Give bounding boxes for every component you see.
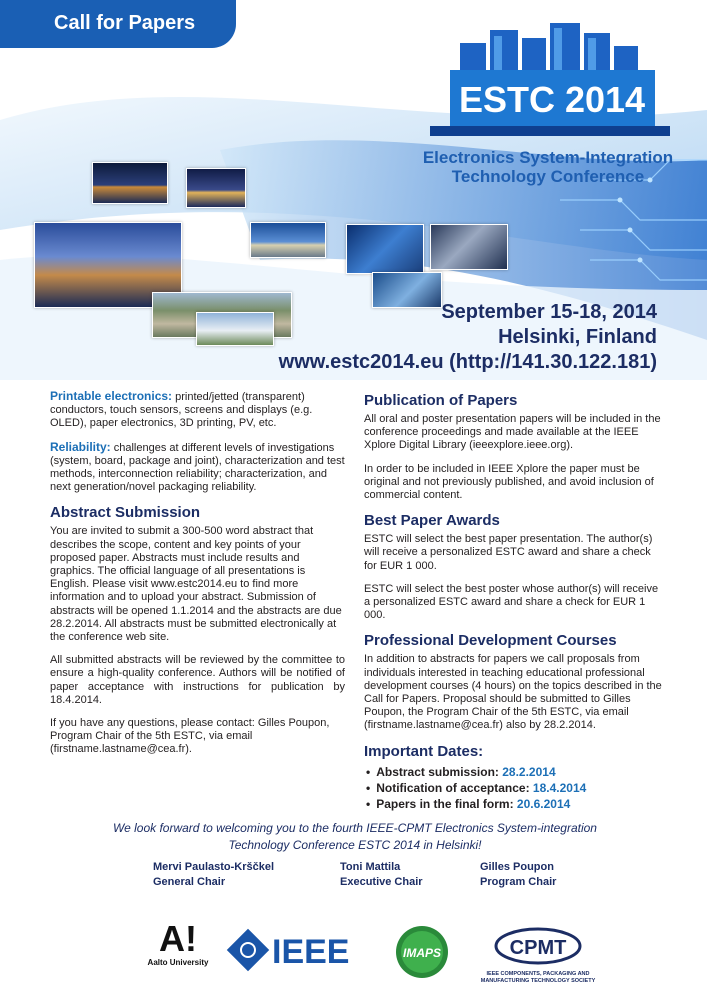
photo-cathedral-night xyxy=(186,168,246,208)
event-info xyxy=(279,300,657,375)
cpmt-society-line2: MANUFACTURING TECHNOLOGY SOCIETY xyxy=(480,978,596,984)
cpmt-society-line1: IEEE COMPONENTS, PACKAGING AND xyxy=(486,971,590,977)
chair-executive xyxy=(340,860,423,890)
courses-paragraph: In addition to abstracts for papers we call proposals from individuals interested in teaching educational professional development courses (4 hours) on the topics described in the Call for Papers. Proposal should be submitted to Gilles Poupon, the Program Chair of the 5th ESTC, via email (firstname.lastname@cea.fr) also by 28.2.2014. xyxy=(364,653,662,732)
imaps-logo-graphic xyxy=(394,924,450,980)
call-for-papers-tab: Call for Papers xyxy=(0,0,236,48)
date-item xyxy=(366,796,664,812)
right-column xyxy=(364,390,664,812)
date-label: Papers in the final form: xyxy=(376,796,517,811)
abstract-submission-heading: Abstract Submission xyxy=(50,504,201,522)
estc-logo-graphic xyxy=(430,18,670,143)
abstract-paragraph-1: You are invited to submit a 300-500 word abstract that describes the scope, content and key points of your proposed paper. Abstracts must include results and graphics. The official language of all presentations is English. Please visit www.estc2014.eu to find more information and to upload your abstract. Submission of abstracts will be opened 1.1.2014 and the abstracts are due 28.2.2014. All abstracts must be submitted electronically at the conference web site. xyxy=(50,525,342,644)
abstract-paragraph-2: All submitted abstracts will be reviewed by the committee to ensure a high-quality conference. Authors will be notified of paper acceptance with instructions for publication by 18.4.2014. xyxy=(50,654,345,706)
ieee-logo-graphic xyxy=(226,928,376,978)
chair-name: Mervi Paulasto-Krščkel xyxy=(153,861,275,873)
aalto-logo-mark: A! xyxy=(159,918,197,959)
conference-name-line2: Technology Conference xyxy=(451,167,645,186)
closing-line-2: Technology Conference ESTC 2014 in Helsinki! xyxy=(228,838,482,852)
publication-paragraph-1: All oral and poster presentation papers will be included in the conference proceedings and made available at the IEEE Xplore Digital Library (ieeexplore.ieee.org). xyxy=(364,413,661,452)
closing-line-1: We look forward to welcoming you to the fourth IEEE-CPMT Electronics System-integration xyxy=(113,821,597,835)
topic-reliability-text: challenges at different levels of investigations (system, board, package and joint), characterization and test methods, interconnection reliability; characterization, and next generation/novel packaging reliability. xyxy=(50,441,345,494)
estc-logo-text: ESTC 2014 xyxy=(458,79,646,120)
chair-role: General Chair xyxy=(153,876,226,888)
aalto-logo-name: Aalto University xyxy=(147,958,209,967)
topic-reliability xyxy=(50,441,345,495)
event-dates: September 15-18, 2014 xyxy=(441,301,657,323)
topic-reliability-lead: Reliability: xyxy=(50,439,111,454)
estc-logo xyxy=(430,18,670,148)
topic-printable-lead: Printable electronics: xyxy=(50,389,173,403)
abstract-paragraph-3: If you have any questions, please contact: Gilles Poupon, Program Chair of the 5th ESTC, via email (firstname.lastname@cea.fr). xyxy=(50,717,330,756)
photo-museum-building xyxy=(196,312,274,346)
date-value: 18.4.2014 xyxy=(532,780,587,795)
left-column xyxy=(50,390,345,767)
imaps-logo xyxy=(394,924,450,985)
chair-program xyxy=(480,860,556,890)
hero-banner xyxy=(0,0,707,380)
photo-harbor-night xyxy=(92,162,168,204)
date-label: Notification of acceptance: xyxy=(376,780,533,795)
closing-message xyxy=(40,820,670,854)
photo-circuit-board xyxy=(346,224,424,274)
chair-role: Program Chair xyxy=(480,876,557,888)
ieee-logo xyxy=(226,928,376,983)
cpmt-logo-text: CPMT xyxy=(509,937,567,959)
photo-microchip xyxy=(430,224,508,270)
important-dates-list xyxy=(366,764,664,812)
chair-name: Toni Mattila xyxy=(340,861,401,873)
important-dates-heading: Important Dates: xyxy=(364,742,484,760)
publication-heading: Publication of Papers xyxy=(364,392,518,409)
date-value: 28.2.2014 xyxy=(502,764,556,779)
event-website-link[interactable]: www.estc2014.eu (http://141.30.122.181) xyxy=(278,351,657,373)
chair-name: Gilles Poupon xyxy=(480,861,554,873)
topic-printable-text: printed/jetted (transparent) conductors, touch sensors, screens and displays (e.g. OLED), paper electronics, 3D printing, PV, etc. xyxy=(50,391,313,430)
awards-paragraph-2: ESTC will select the best poster whose author(s) will receive a personalized ESTC award and share a check for EUR 1 000. xyxy=(364,582,659,622)
date-item xyxy=(366,780,664,796)
ieee-logo-text: IEEE xyxy=(272,933,350,971)
chair-general xyxy=(153,860,274,890)
conference-name-line1: Electronics System-Integration xyxy=(422,148,674,167)
publication-paragraph-2: In order to be included in IEEE Xplore the paper must be original and not previously published, and avoid inclusion of commercial content. xyxy=(364,462,654,502)
date-value: 20.6.2014 xyxy=(516,796,571,811)
aalto-logo xyxy=(138,920,218,967)
imaps-logo-text: IMAPS xyxy=(402,946,442,960)
conference-name xyxy=(408,148,688,186)
awards-heading: Best Paper Awards xyxy=(364,512,500,530)
date-label: Abstract submission: xyxy=(376,764,503,779)
date-item xyxy=(366,764,664,780)
cpmt-logo-graphic xyxy=(493,926,583,966)
cpmt-logo xyxy=(468,926,608,985)
photo-city-skyline xyxy=(250,222,326,258)
awards-paragraph-1: ESTC will select the best paper presentation. The author(s) will receive a personalized ESTC award and share a check for EUR 1 000. xyxy=(364,533,653,572)
courses-heading: Professional Development Courses xyxy=(364,632,617,650)
event-location: Helsinki, Finland xyxy=(498,326,657,348)
chair-role: Executive Chair xyxy=(340,876,423,888)
topic-printable xyxy=(50,390,345,431)
